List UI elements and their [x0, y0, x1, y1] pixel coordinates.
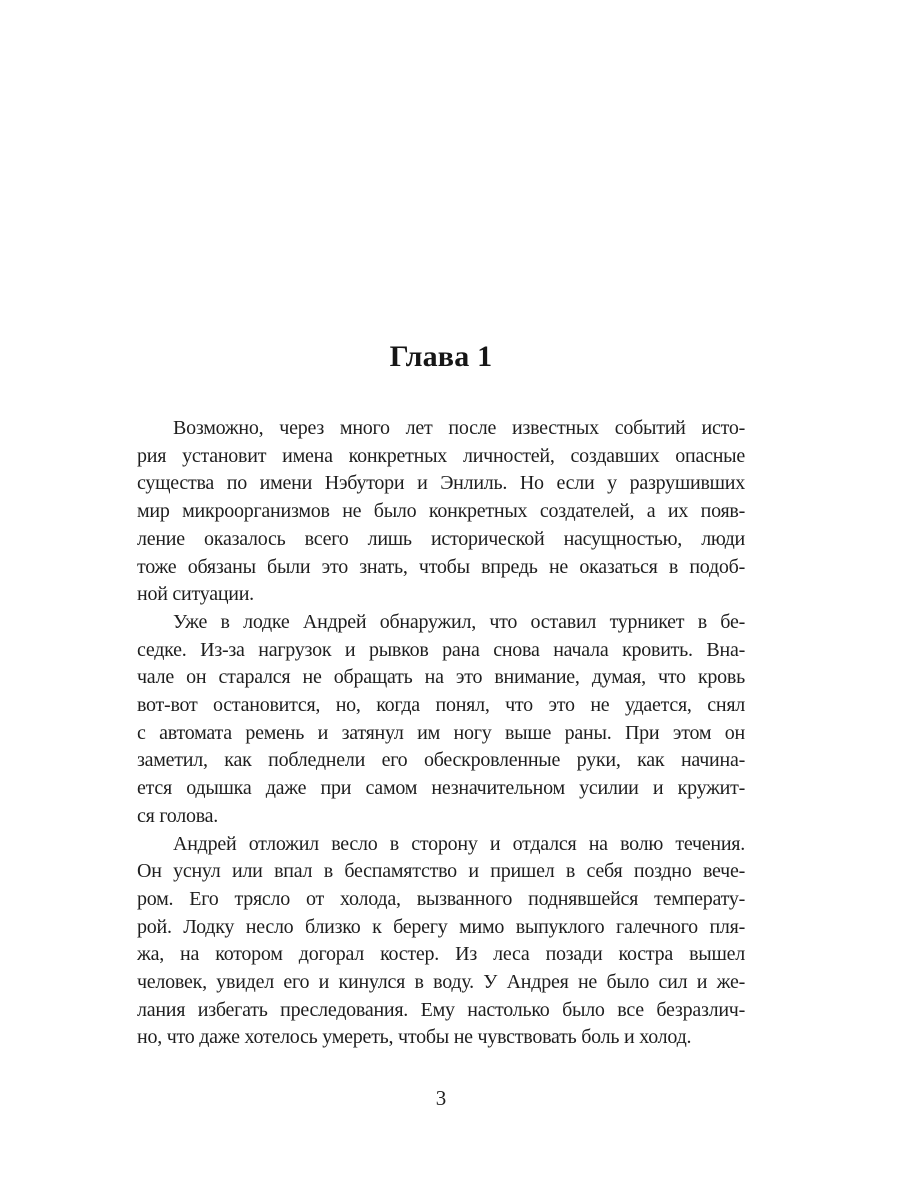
- text-line: человек, увидел его и кинулся в воду. У Андрея не было сил и же-: [137, 971, 745, 994]
- text-line: Он уснул или впал в беспамятство и пришел в себя поздно вече-: [137, 860, 745, 883]
- text-line: чале он старался не обращать на это внимание, думая, что кровь: [137, 666, 745, 689]
- text-line: Андрей отложил весло в сторону и отдался на волю течения.: [173, 832, 745, 855]
- text-line: ной ситуации.: [137, 583, 254, 606]
- paragraph: [137, 609, 745, 831]
- text-line: жа, на котором догорал костер. Из леса позади костра вышел: [137, 943, 745, 966]
- text-line: ром. Его трясло от холода, вызванного поднявшейся температу-: [137, 887, 745, 910]
- text-line: существа по имени Нэбутори и Энлиль. Но если у разрушивших: [137, 472, 745, 495]
- text-line: седке. Из-за нагрузок и рывков рана снова начала кровить. Вна-: [137, 638, 745, 661]
- text-line: рия установит имена конкретных личностей, создавших опасные: [137, 444, 745, 467]
- text-line: Уже в лодке Андрей обнаружил, что оставил турникет в бе-: [173, 610, 745, 633]
- text-line: Возможно, через много лет после известных событий исто-: [173, 417, 745, 439]
- paragraph: [137, 831, 745, 1053]
- text-line: ется одышка даже при самом незначительном усилии и кружит-: [137, 777, 745, 800]
- text-line: тоже обязаны были это знать, чтобы впредь не оказаться в подоб-: [137, 555, 745, 578]
- text-line: заметил, как побледнели его обескровленные руки, как начина-: [137, 749, 745, 772]
- page-number: 3: [435, 1086, 447, 1110]
- text-line: лания избегать преследования. Ему настолько было все безразлич-: [137, 998, 745, 1021]
- text-line: но, что даже хотелось умереть, чтобы не чувствовать боль и холод.: [137, 1026, 692, 1049]
- text-line: с автомата ремень и затянул им ногу выше раны. При этом он: [137, 721, 745, 744]
- text-line: ся голова.: [137, 804, 219, 827]
- text-line: ление оказалось всего лишь исторической насущностью, люди: [137, 527, 745, 550]
- body-text: [137, 415, 745, 1052]
- text-line: мир микроорганизмов не было конкретных создателей, а их появ-: [137, 500, 745, 523]
- chapter-heading: Глава 1: [389, 340, 493, 373]
- text-line: рой. Лодку несло близко к берегу мимо выпуклого галечного пля-: [137, 915, 745, 938]
- paragraph: [137, 415, 745, 609]
- text-line: вот-вот остановится, но, когда понял, что это не удается, снял: [137, 694, 745, 717]
